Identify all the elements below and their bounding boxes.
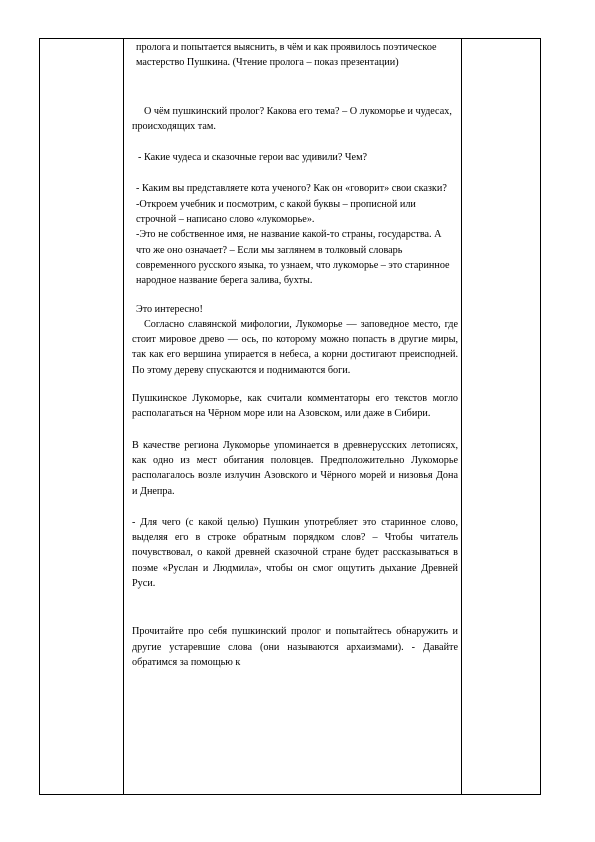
interesting-heading: Это интересно! <box>136 303 203 315</box>
table-border-right <box>540 38 541 795</box>
prologue-intro-paragraph: пролога и попытается выяснить, в чём и как проявилось поэтическое мастерство Пушкина. (Чтение пролога – показ презентации) <box>136 42 437 69</box>
lukomorye-definition: -Это не собственное имя, не название какой-то страны, государства. А что же оно означает? – Если мы заглянем в толковый словарь современного русского языка, то узнаем, что лукоморье – это старинное народное название берега залива, бухты. <box>136 229 450 287</box>
archaisms-task: Прочитайте про себя пушкинский пролог и попытайтесь обнаружить и другие устаревшие слова (они называются архаизмами). - Давайте обратимся за помощью к <box>132 626 458 668</box>
table-border-bottom <box>39 794 541 795</box>
archaic-word-question: - Для чего (с какой целью) Пушкин употребляет это старинное слово, выделяя его в строке обратным порядком слов? – Чтобы читатель почувствовал, о какой древней сказочной стране будет рассказываться в поэме «Руслан и Людмила», чтобы он смог ощутить дыхание Древней Руси. <box>132 516 458 590</box>
table-border-left <box>39 38 40 795</box>
mythology-paragraph: Согласно славянской мифологии, Лукоморье — заповедное место, где стоит мировое древо — ось, по которому можно попасть в другие миры, так как его вершина упирается в небеса, а корни достигают преисподней. По этому дереву спускаются и поднимаются боги. <box>132 318 458 376</box>
column-divider-1 <box>123 38 124 795</box>
wonders-question: - Какие чудеса и сказочные герои вас удивили? Чем? <box>138 152 368 164</box>
prologue-theme-question: О чём пушкинский пролог? Какова его тема? – О лукоморье и чудесах, происходящих там. <box>132 105 452 132</box>
table-border-top <box>39 38 541 39</box>
textbook-instruction: -Откроем учебник и посмотрим, с какой буквы – прописной или строчной – написано слово «лукоморье». <box>136 198 416 226</box>
column-divider-2 <box>461 38 462 795</box>
cat-question: - Каким вы представляете кота ученого? Как он «говорит» свои сказки? <box>136 183 447 195</box>
chronicles-paragraph: В качестве региона Лукоморье упоминается в древнерусских летописях, как одно из мест обитания половцев. Предположительно Лукоморье располагалось возле излучин Азовского и Чёрного морей и низовья Дона и Днепра. <box>132 439 458 497</box>
pushkin-lukomorye-paragraph: Пушкинское Лукоморье, как считали комментаторы его текстов могло располагаться на Чёрном море или на Азовском, или даже в Сибири. <box>132 393 458 420</box>
lesson-text-cell <box>132 40 458 670</box>
